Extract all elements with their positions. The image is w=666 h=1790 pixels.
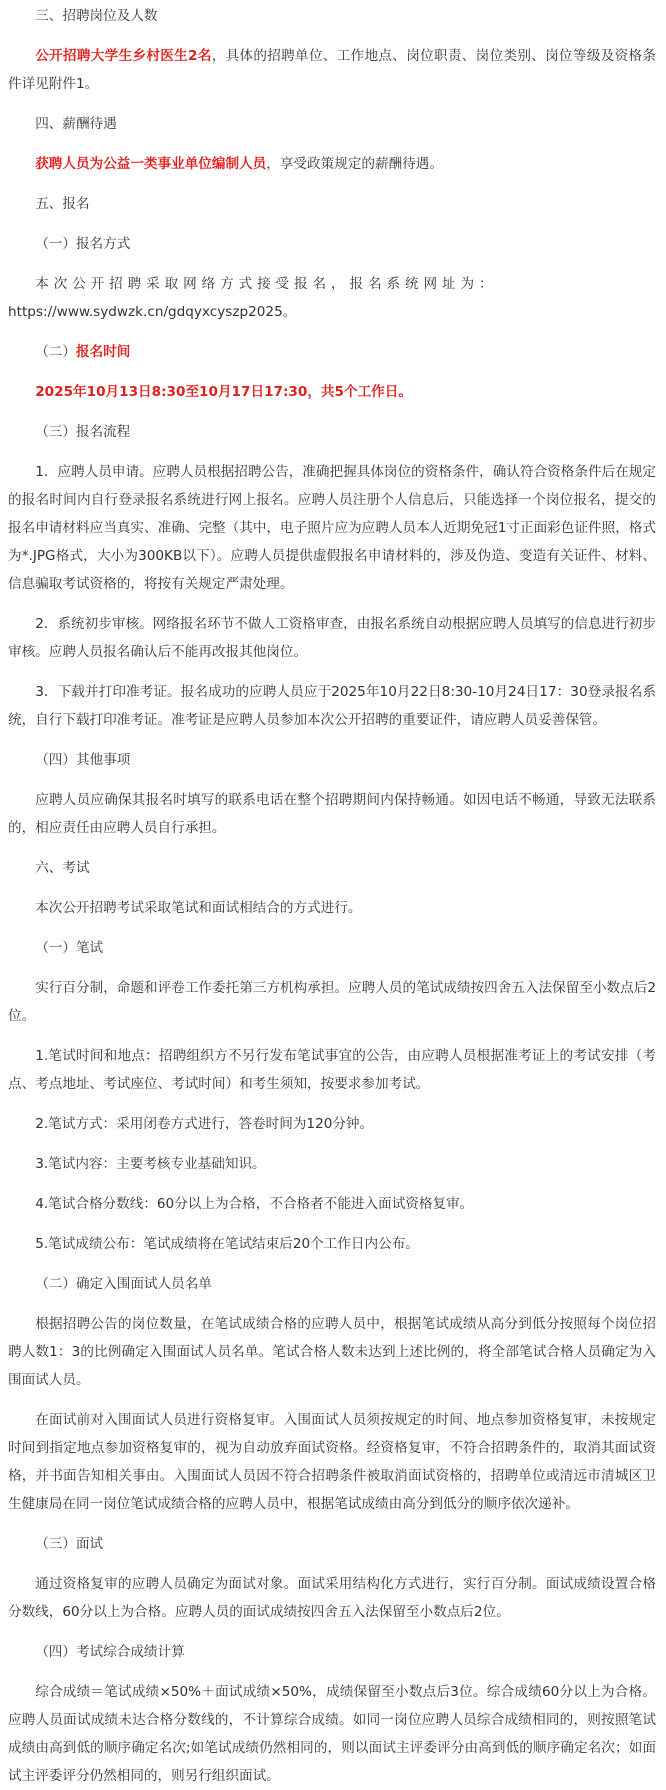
paragraph [8, 1678, 656, 1790]
paragraph-text: 根据招聘公告的岗位数量，在笔试成绩合格的应聘人员中，根据笔试成绩从高分到低分按照每个岗位招聘人数1：3的比例确定入围面试人员名单。笔试合格人数未达到上述比例的，将全部笔试合格人员确定为入围面试人员。 [8, 1316, 656, 1388]
paragraph [8, 786, 656, 842]
highlight-text: 2025年10月13日8:30至10月17日17:30，共5个工作日。 [35, 384, 412, 400]
paragraph-text: 在面试前对入围面试人员进行资格复审。入围面试人员须按规定的时间、地点参加资格复审，未按规定时间到指定地点参加资格复审的，视为自动放弃面试资格。经资格复审，不符合招聘条件的，取消其面试资格，并书面告知相关事由。入围面试人员因不符合招聘条件被取消面试资格的，招聘单位或清远市清城区卫生健康局在同一岗位笔试成绩合格的应聘人员中，根据笔试成绩由高分到低分的顺序依次递补。 [8, 1412, 656, 1512]
paragraph [8, 934, 656, 962]
paragraph-text: （二）确定入围面试人员名单 [35, 1276, 212, 1292]
paragraph [8, 1150, 656, 1178]
paragraph-text: 5.笔试成绩公布：笔试成绩将在笔试结束后20个工作日内公布。 [35, 1236, 419, 1252]
paragraph-text: 综合成绩＝笔试成绩×50%＋面试成绩×50%，成绩保留至小数点后3位。综合成绩60分以上为合格。应聘人员面试成绩未达合格分数线的，不计算综合成绩。如同一岗位应聘人员综合成绩相同的，则按照笔试成绩由高到低的顺序确定名次;如笔试成绩仍然相同的，则以面试主评委评分由高到低的顺序确定名次；如面试主评委评分仍然相同的，则另行组织面试。 [8, 1684, 656, 1784]
paragraph-text: 六、考试 [35, 860, 90, 876]
paragraph-text: 应聘人员应确保其报名时填写的联系电话在整个招聘期间内保持畅通。如因电话不畅通，导致无法联系的，相应责任由应聘人员自行承担。 [8, 792, 656, 836]
paragraph [8, 42, 656, 98]
highlight-text: 获聘人员为公益一类事业单位编制人员 [35, 156, 267, 172]
paragraph [8, 1042, 656, 1098]
paragraph [8, 230, 656, 258]
paragraph-text: （一）报名方式 [35, 236, 131, 252]
paragraph-text: 3.笔试内容：主要考核专业基础知识。 [35, 1156, 266, 1172]
paragraph-text: 四、薪酬待遇 [35, 116, 117, 132]
paragraph-text: 本次公开招聘考试采取笔试和面试相结合的方式进行。 [35, 900, 362, 916]
paragraph [8, 1406, 656, 1518]
paragraph [8, 1310, 656, 1394]
paragraph-text: ，具体的招聘单位、工作地点、岗位职责、岗位类别、岗位等级及资格条件详见附件1。 [8, 48, 656, 92]
paragraph-text: 三、招聘岗位及人数 [35, 8, 158, 24]
paragraph [8, 150, 656, 178]
paragraph-text: （四）其他事项 [35, 752, 131, 768]
paragraph [8, 2, 656, 30]
paragraph-text: 2.笔试方式：采用闭卷方式进行，答卷时间为120分钟。 [35, 1116, 374, 1132]
paragraph-text: （四）考试综合成绩计算 [35, 1644, 185, 1660]
paragraph-text: （三）面试 [35, 1536, 104, 1552]
paragraph-text: 1.笔试时间和地点：招聘组织方不另行发布笔试事宜的公告，由应聘人员根据准考证上的考试安排（考点、考点地址、考试座位、考试时间）和考生须知，按要求参加考试。 [8, 1048, 656, 1092]
paragraph [8, 1230, 656, 1258]
paragraph [8, 1638, 656, 1666]
paragraph-text: （三）报名流程 [35, 424, 131, 440]
paragraph-text: 实行百分制，命题和评卷工作委托第三方机构承担。应聘人员的笔试成绩按四舍五入法保留至小数点后2位。 [8, 980, 656, 1024]
paragraph-text: 本次公开招聘采取网络方式接受报名，报名系统网址为： [35, 276, 498, 292]
paragraph-text: 3．下载并打印准考证。报名成功的应聘人员应于2025年10月22日8:30-10月24日17：30登录报名系统，自行下载打印准考证。准考证是应聘人员参加本次公开招聘的重要证件，请应聘人员妥善保管。 [8, 684, 656, 728]
paragraph-text: 通过资格复审的应聘人员确定为面试对象。面试采用结构化方式进行，实行百分制。面试成绩设置合格分数线，60分以上为合格。应聘人员的面试成绩按四舍五入法保留至小数点后2位。 [8, 1576, 656, 1620]
paragraph [8, 270, 656, 298]
paragraph [8, 458, 656, 598]
paragraph [8, 1110, 656, 1138]
announcement-document [0, 2, 666, 1784]
paragraph [8, 678, 656, 734]
paragraph [8, 338, 656, 366]
paragraph [8, 746, 656, 774]
paragraph [8, 190, 656, 218]
paragraph [8, 1570, 656, 1626]
paragraph [8, 854, 656, 882]
paragraph-text: 五、报名 [35, 196, 90, 212]
paragraph [8, 418, 656, 446]
paragraph [8, 378, 656, 406]
paragraph-text: （一）笔试 [35, 940, 104, 956]
paragraph [8, 610, 656, 666]
paragraph [8, 1530, 656, 1558]
paragraph [8, 1270, 656, 1298]
paragraph-text: ，享受政策规定的薪酬待遇。 [266, 156, 443, 172]
highlight-text: 报名时间 [75, 344, 131, 360]
paragraph [8, 894, 656, 922]
paragraph-text: 4.笔试合格分数线：60分以上为合格，不合格者不能进入面试资格复审。 [35, 1196, 474, 1212]
paragraph [8, 1190, 656, 1218]
paragraph-text: 1．应聘人员申请。应聘人员根据招聘公告，准确把握具体岗位的资格条件，确认符合资格条件后在规定的报名时间内自行登录报名系统进行网上报名。应聘人员注册个人信息后，只能选择一个岗位报名，提交的报名申请材料应当真实、准确、完整（其中，电子照片应为应聘人员本人近期免冠1寸正面彩色证件照，格式为*.JPG格式，大小为300KB以下）。应聘人员提供虚假报名申请材料的，涉及伪造、变造有关证件、材料、信息骗取考试资格的，将按有关规定严肃处理。 [8, 464, 656, 592]
paragraph [8, 110, 656, 138]
paragraph [8, 974, 656, 1030]
highlight-text: 公开招聘大学生乡村医生2名 [35, 48, 212, 64]
paragraph-text: 2．系统初步审核。网络报名环节不做人工资格审查，由报名系统自动根据应聘人员填写的信息进行初步审核。应聘人员报名确认后不能再改报其他岗位。 [8, 616, 656, 660]
paragraph [8, 298, 656, 326]
paragraph-text: https://www.sydwzk.cn/gdqyxcyszp2025。 [8, 304, 297, 320]
paragraph-text: （二） [35, 344, 76, 360]
